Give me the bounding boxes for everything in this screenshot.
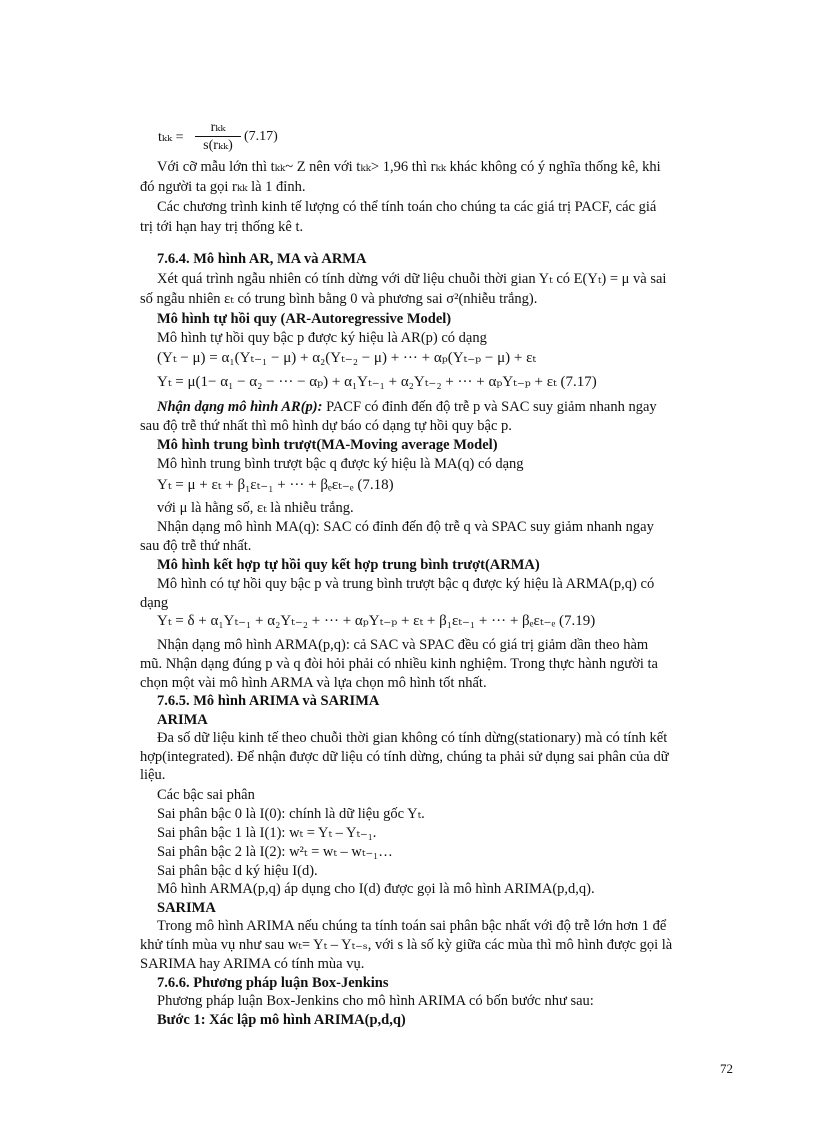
paragraph-line: Trong mô hình ARIMA nếu chúng ta tính toán sai phân bậc nhất với độ trễ lớn hơn 1 để	[157, 918, 667, 934]
paragraph-line: Mô hình có tự hồi quy bậc p và trung bình trượt bậc q được ký hiệu là ARMA(p,q) có	[157, 576, 655, 592]
paragraph-line: Xét quá trình ngẫu nhiên có tính dừng với dữ liệu chuỗi thời gian Yₜ có E(Yₜ) = μ và sai	[157, 271, 667, 287]
paragraph-line: Mô hình trung bình trượt bậc q được ký hiệu là MA(q) có dạng	[157, 456, 524, 472]
paragraph-line: chọn một vài mô hình ARMA và lựa chọn mô hình tốt nhất.	[140, 675, 487, 691]
section-heading-7-6-5: 7.6.5. Mô hình ARIMA và SARIMA	[157, 693, 380, 709]
paragraph-line: Với cỡ mẫu lớn thì tₖₖ~ Z nên với tₖₖ> 1,96 thì rₖₖ khác không có ý nghĩa thống kê, khi	[157, 159, 661, 175]
paragraph-line: mũ. Nhận dạng đúng p và q đòi hỏi phải có nhiều kinh nghiệm. Trong thực hành người ta	[140, 656, 658, 672]
paragraph-line: Sai phân bậc 0 là I(0): chính là dữ liệu gốc Yₜ.	[157, 806, 425, 822]
arima-heading: ARIMA	[157, 712, 208, 728]
fraction-bar	[195, 136, 241, 137]
paragraph-line: Sai phân bậc 2 là I(2): w²ₜ = wₜ – wₜ₋₁…	[157, 844, 393, 860]
page-number: 72	[720, 1061, 733, 1076]
paragraph-line: Các bậc sai phân	[157, 787, 255, 803]
fraction-numerator: rₖₖ	[210, 120, 226, 135]
section-heading-7-6-6: 7.6.6. Phương pháp luận Box-Jenkins	[157, 975, 389, 991]
ar-equation-2: Yₜ = μ(1− α₁ − α₂ − ··· − αₚ) + α₁Yₜ₋₁ + α₂Yₜ₋₂ + ··· + αₚYₜ₋ₚ + εₜ (7.17)	[157, 374, 597, 390]
paragraph-line: Nhận dạng mô hình ARMA(p,q): cả SAC và SPAC đều có giá trị giảm dần theo hàm	[157, 637, 649, 653]
paragraph-line: Đa số dữ liệu kinh tế theo chuỗi thời gian không có tính dừng(stationary) mà có tính kết	[157, 730, 668, 746]
section-heading-7-6-4: 7.6.4. Mô hình AR, MA và ARMA	[157, 251, 367, 267]
ar-identification-label: Nhận dạng mô hình AR(p):	[157, 399, 323, 415]
paragraph-line: Sai phân bậc d ký hiệu I(d).	[157, 863, 318, 879]
paragraph-line: Mô hình tự hồi quy bậc p được ký hiệu là AR(p) có dạng	[157, 330, 487, 346]
paragraph-line: trị tới hạn hay trị thống kê t.	[140, 219, 304, 235]
sarima-heading: SARIMA	[157, 900, 216, 916]
step-1-heading: Bước 1: Xác lập mô hình ARIMA(p,d,q)	[157, 1012, 406, 1028]
paragraph-line: số ngẫu nhiên εₜ có trung bình bằng 0 và phương sai σ²(nhiễu trắng).	[140, 291, 538, 307]
ar-identification-line	[157, 398, 757, 416]
paragraph-line: SARIMA hay ARIMA có tính mùa vụ.	[140, 956, 365, 972]
paragraph-line: với μ là hằng số, εₜ là nhiễu trắng.	[157, 500, 354, 516]
paragraph-line: Các chương trình kinh tế lượng có thể tính toán cho chúng ta các giá trị PACF, các giá	[157, 199, 657, 215]
paragraph-line: khử tính mùa vụ như sau wₜ= Yₜ – Yₜ₋ₛ, với s là số kỳ giữa các mùa thì mô hình được gọi là	[140, 937, 673, 953]
paragraph-line: Nhận dạng mô hình MA(q): SAC có đỉnh đến độ trễ q và SPAC suy giảm nhanh ngay	[157, 519, 654, 535]
paragraph-line: sau độ trễ thứ nhất.	[140, 538, 252, 554]
paragraph-line: Mô hình ARMA(p,q) áp dụng cho I(d) được gọi là mô hình ARIMA(p,d,q).	[157, 881, 595, 897]
ar-identification-text: PACF có đỉnh đến độ trễ p và SAC suy giảm nhanh ngay	[322, 399, 657, 415]
paragraph-line: liệu.	[140, 767, 166, 783]
paragraph-line: đó người ta gọi rₖₖ là 1 đỉnh.	[140, 179, 306, 195]
ma-equation: Yₜ = μ + εₜ + β₁εₜ₋₁ + ··· + βₑεₜ₋ₑ (7.18)	[157, 477, 394, 493]
paragraph-line: sau độ trễ thứ nhất thì mô hình dự báo có dạng tự hồi quy bậc p.	[140, 418, 512, 434]
ar-model-heading: Mô hình tự hồi quy (AR-Autoregressive Model)	[157, 311, 452, 327]
arma-equation: Yₜ = δ + α₁Yₜ₋₁ + α₂Yₜ₋₂ + ··· + αₚYₜ₋ₚ + εₜ + β₁εₜ₋₁ + ··· + βₑεₜ₋ₑ (7.19)	[157, 613, 596, 629]
ma-model-heading: Mô hình trung bình trượt(MA-Moving average Model)	[157, 437, 498, 453]
paragraph-line: Sai phân bậc 1 là I(1): wₜ = Yₜ – Yₜ₋₁.	[157, 825, 377, 841]
paragraph-line: hợp(integrated). Để nhận được dữ liệu có tính dừng, chúng ta phải sử dụng sai phân của dữ	[140, 749, 669, 765]
ar-equation-1: (Yₜ − μ) = α₁(Yₜ₋₁ − μ) + α₂(Yₜ₋₂ − μ) + ··· + αₚ(Yₜ₋ₚ − μ) + εₜ	[157, 350, 537, 366]
paragraph-line: dạng	[140, 595, 169, 611]
fraction-denominator: s(rₖₖ)	[203, 138, 233, 153]
arma-model-heading: Mô hình kết hợp tự hồi quy kết hợp trung bình trượt(ARMA)	[157, 557, 540, 573]
fraction	[195, 120, 241, 154]
formula-label: (7.17)	[244, 129, 278, 144]
paragraph-line: Phương pháp luận Box-Jenkins cho mô hình ARIMA có bốn bước như sau:	[157, 993, 594, 1009]
formula-lhs: tₖₖ =	[158, 130, 184, 145]
